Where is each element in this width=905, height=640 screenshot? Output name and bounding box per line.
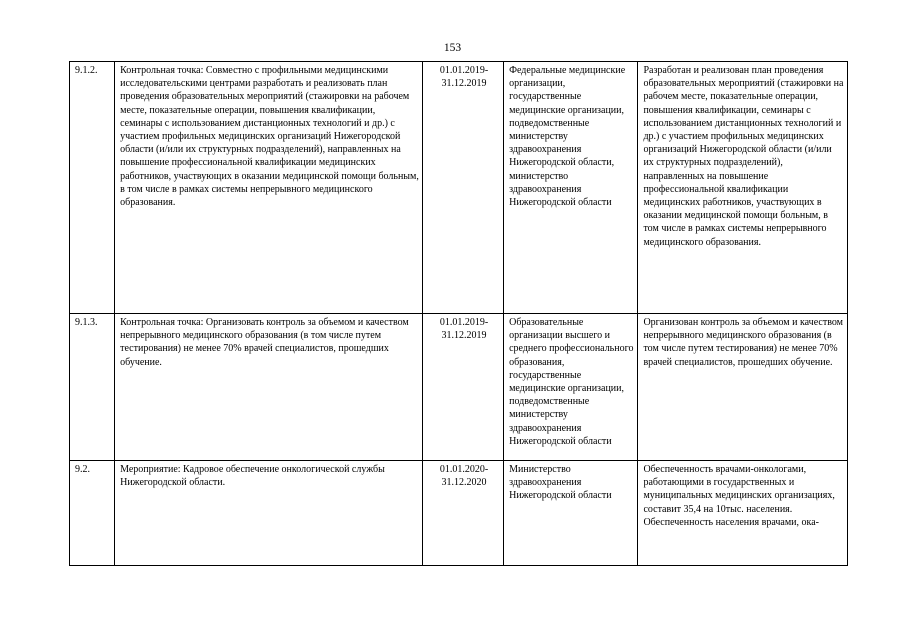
date-start: 01.01.2019- xyxy=(439,65,489,76)
page-number: 153 xyxy=(443,42,462,54)
dates-cell xyxy=(422,314,503,461)
date-end: 31.12.2019 xyxy=(441,78,487,90)
row-number-cell: 9.1.3. xyxy=(70,314,115,461)
table-row xyxy=(70,62,848,314)
dates-cell xyxy=(422,62,503,314)
result-text: Разработан и реализован план проведения образовательных мероприятий (стажировки на рабочем месте, показательные операции, повышения квалификации, семинары с использованием дистанционных технологий и др.) с участием профильных медицинских организаций Нижегородской области (и/или их структурных подразделений), направленных на повышение профессиональной квалификации медицинских работников, участвующих в оказании медицинской помощи больным, в том числе в рамках системы непрерывного медицинского образования. xyxy=(643,65,844,248)
result-cell xyxy=(638,314,848,461)
executors-cell xyxy=(504,461,638,566)
executors-cell xyxy=(504,62,638,314)
table-row xyxy=(70,461,848,566)
date-start: 01.01.2020- xyxy=(439,464,489,475)
date-start: 01.01.2019- xyxy=(439,317,489,328)
executors-text: Образовательные организации высшего и среднего профессионального образования, государственные медицинские организации, подведомственные министерству здравоохранения Нижегородской области xyxy=(509,317,634,447)
row-number-cell: 9.1.2. xyxy=(70,62,115,314)
result-cell xyxy=(638,62,848,314)
description-text: Мероприятие: Кадровое обеспечение онкологической службы Нижегородской области. xyxy=(120,464,385,489)
description-cell xyxy=(115,314,423,461)
table-row xyxy=(70,314,848,461)
description-text: Контрольная точка: Организовать контроль за объемом и качеством непрерывного медицинского образования (в том числе путем тестирования) не менее 70% врачей специалистов, прошедших обучение. xyxy=(120,317,409,368)
result-clip xyxy=(643,463,844,563)
row-number-cell: 9.2. xyxy=(70,461,115,566)
result-cell xyxy=(638,461,848,566)
result-text: Организован контроль за объемом и качеством непрерывного медицинского образования (в том числе путем тестирования) не менее 70% врачей специалистов, прошедших обучение. xyxy=(643,317,844,368)
dates-cell xyxy=(422,461,503,566)
description-cell xyxy=(115,62,423,314)
measures-table xyxy=(69,61,848,566)
date-end: 31.12.2019 xyxy=(441,330,487,342)
executors-text: Федеральные медицинские организации, государственные медицинские организации, подведомственные министерству здравоохранения Нижегородской области, министерство здравоохранения Нижегородской области xyxy=(509,65,626,209)
executors-cell xyxy=(504,314,638,461)
executors-text: Министерство здравоохранения Нижегородской области xyxy=(509,464,612,502)
description-text: Контрольная точка: Совместно с профильными медицинскими исследовательскими центрами разработать и реализовать план проведения образовательных мероприятий (стажировки на рабочем месте, показательные операции, повышения квалификации, семинары с использованием дистанционных технологий и др.) с участием профильных медицинских организаций Нижегородской области (и/или их структурных подразделений), направленных на повышение профессиональной квалификации медицинских работников, участвующих в оказании медицинской помощи больным, в том числе в рамках системы непрерывного медицинского образования. xyxy=(120,65,419,209)
date-end: 31.12.2020 xyxy=(441,477,487,489)
result-text: Обеспеченность врачами-онкологами, работающими в государственных и муниципальных медицинских организациях, составит 35,4 на 10тыс. населения. Обеспеченность населения врачами, ока- xyxy=(643,464,835,528)
description-cell xyxy=(115,461,423,566)
